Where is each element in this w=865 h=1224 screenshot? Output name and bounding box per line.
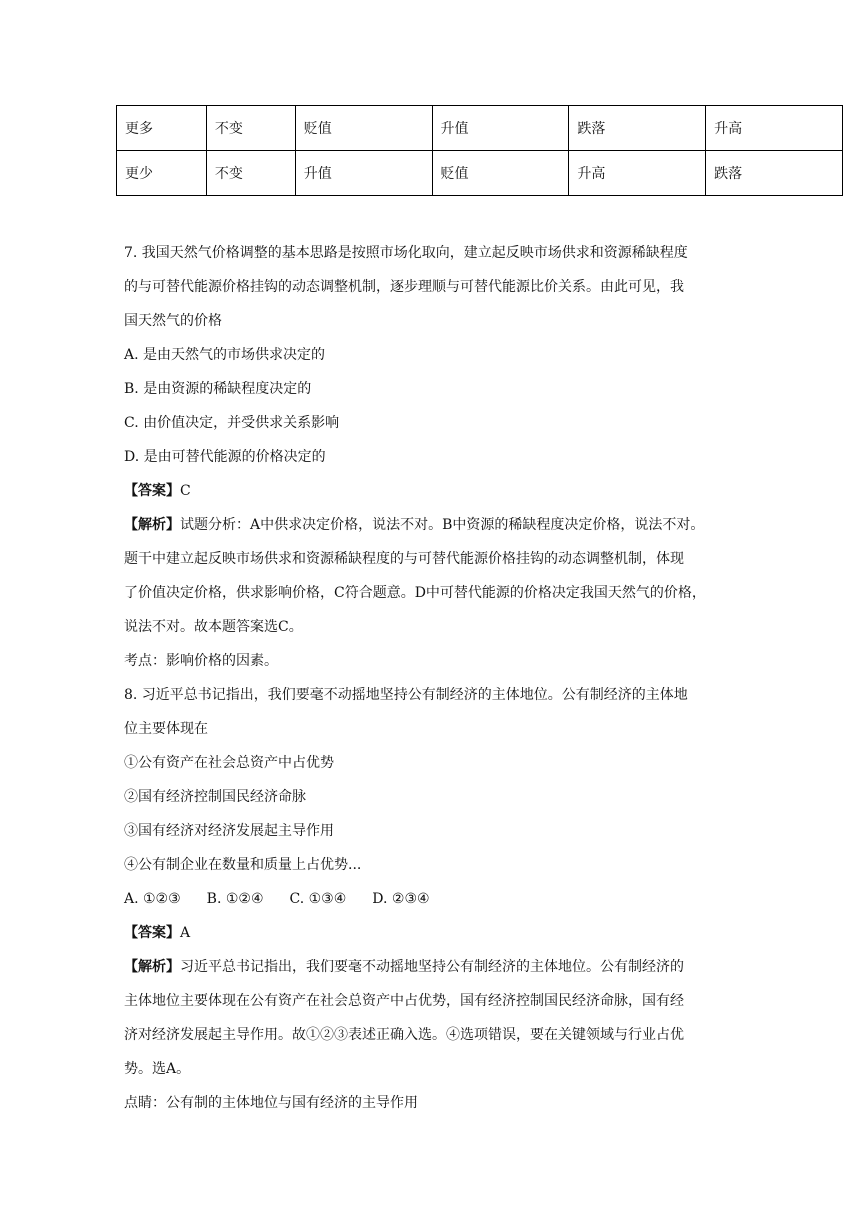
table-cell: 升高 — [569, 151, 706, 196]
answer-line — [124, 916, 844, 950]
option-b: B. 是由资源的稀缺程度决定的 — [124, 381, 312, 397]
statement-item: ④公有制企业在数量和质量上占优势... — [124, 857, 362, 873]
question-stem-line: 位主要体现在 — [124, 721, 208, 737]
table-cell: 跌落 — [569, 106, 706, 151]
analysis-tag: 【解析】 — [124, 517, 180, 533]
analysis-line: 势。选A。 — [124, 1061, 191, 1077]
statement-item: ③国有经济对经济发展起主导作用 — [124, 823, 334, 839]
analysis-line: 济对经济发展起主导作用。故①②③表述正确入选。④选项错误，要在关键领域与行业占优 — [124, 1027, 684, 1043]
analysis-line: 主体地位主要体现在公有资产在社会总资产中占优势，国有经济控制国民经济命脉，国有经 — [124, 993, 684, 1009]
option-d: D. 是由可替代能源的价格决定的 — [124, 449, 326, 465]
answer-tag: 【答案】 — [124, 483, 180, 499]
question-content — [124, 236, 844, 1120]
question-stem-line: 的与可替代能源价格挂钩的动态调整机制，逐步理顺与可替代能源比价关系。由此可见，我 — [124, 279, 684, 295]
comparison-table — [116, 105, 843, 196]
table-cell: 升值 — [295, 151, 432, 196]
option-b: B. ①②④ — [206, 891, 264, 907]
statement-item: ②国有经济控制国民经济命脉 — [124, 789, 306, 805]
analysis-line — [124, 508, 844, 542]
analysis-line: 了价值决定价格，供求影响价格，C符合题意。D中可替代能源的价格决定我国天然气的价格， — [124, 585, 706, 601]
answer-value: A — [180, 925, 191, 941]
table-cell: 升高 — [706, 106, 843, 151]
option-c: C. 由价值决定，并受供求关系影响 — [124, 415, 340, 431]
table-row — [117, 151, 843, 196]
table-cell: 不变 — [206, 106, 295, 151]
table-cell: 升值 — [432, 106, 569, 151]
table-cell: 贬值 — [295, 106, 432, 151]
analysis-line — [124, 950, 844, 984]
question-8 — [124, 678, 844, 1120]
analysis-text: 习近平总书记指出，我们要毫不动摇地坚持公有制经济的主体地位。公有制经济的 — [180, 959, 684, 975]
table-cell: 贬值 — [432, 151, 569, 196]
question-7 — [124, 236, 844, 678]
table-row — [117, 106, 843, 151]
statement-item: ①公有资产在社会总资产中占优势 — [124, 755, 334, 771]
answer-value: C — [180, 483, 191, 499]
table-cell: 更少 — [117, 151, 207, 196]
option-c: C. ①③④ — [289, 891, 347, 907]
option-d: D. ②③④ — [372, 891, 430, 907]
table-cell: 跌落 — [706, 151, 843, 196]
answer-tag: 【答案】 — [124, 925, 180, 941]
option-a: A. ①②③ — [124, 891, 181, 907]
table-cell: 不变 — [206, 151, 295, 196]
option-a: A. 是由天然气的市场供求决定的 — [124, 347, 326, 363]
question-stem-line: 8. 习近平总书记指出，我们要毫不动摇地坚持公有制经济的主体地位。公有制经济的主体地 — [124, 687, 688, 703]
note-line: 考点：影响价格的因素。 — [124, 653, 278, 669]
question-stem-line: 7. 我国天然气价格调整的基本思路是按照市场化取向，建立起反映市场供求和资源稀缺程度 — [124, 245, 688, 261]
analysis-text: 试题分析：A中供求决定价格，说法不对。B中资源的稀缺程度决定价格，说法不对。 — [180, 517, 705, 533]
analysis-line: 说法不对。故本题答案选C。 — [124, 619, 303, 635]
analysis-line: 题干中建立起反映市场供求和资源稀缺程度的与可替代能源价格挂钩的动态调整机制，体现 — [124, 551, 684, 567]
question-stem-line: 国天然气的价格 — [124, 313, 222, 329]
answer-line — [124, 474, 844, 508]
analysis-tag: 【解析】 — [124, 959, 180, 975]
options-line — [124, 882, 844, 916]
note-line: 点睛：公有制的主体地位与国有经济的主导作用 — [124, 1095, 418, 1111]
table-cell: 更多 — [117, 106, 207, 151]
